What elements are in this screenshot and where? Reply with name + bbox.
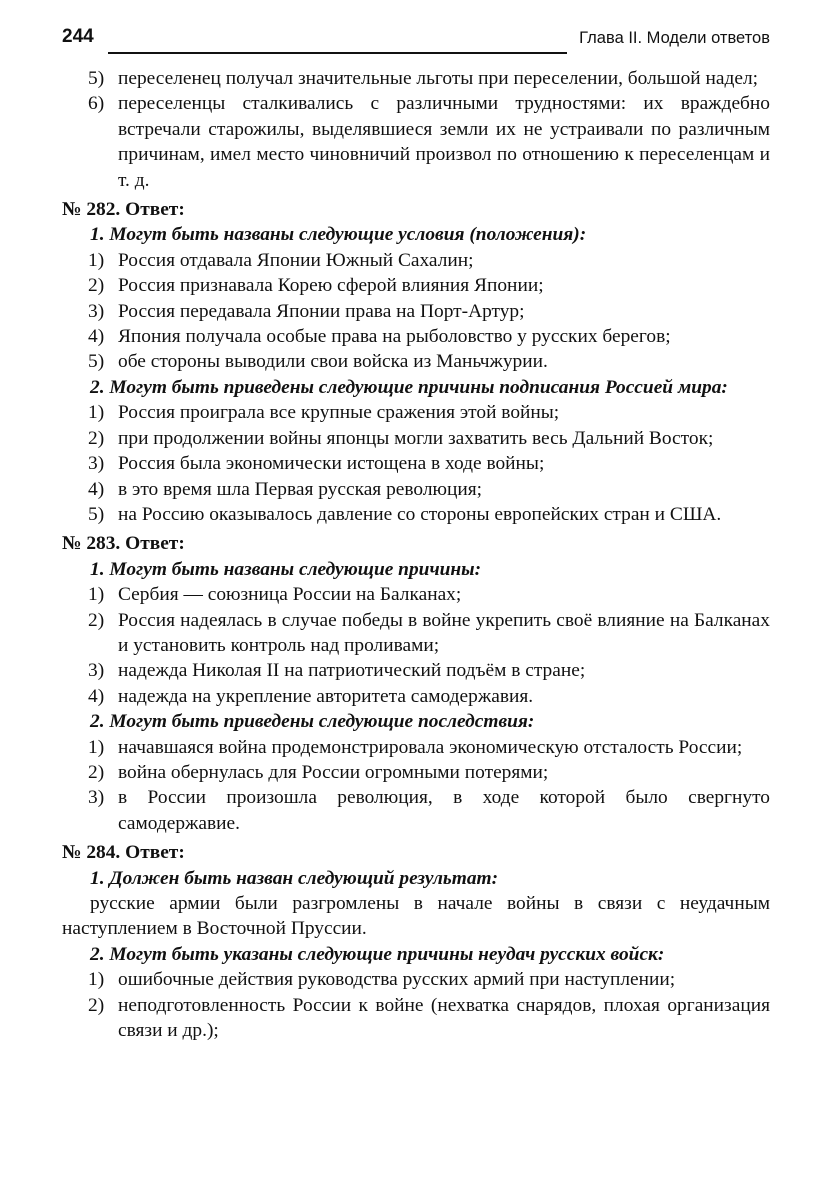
item-number: 2): [88, 275, 105, 297]
list-item: [62, 400, 770, 425]
list-item: [62, 502, 770, 527]
item-text: в это время шла Первая русская революция;: [118, 478, 483, 500]
item-number: 4): [88, 478, 105, 500]
item-text: Россия проиграла все крупные сражения этой войны;: [118, 402, 560, 424]
item-text: переселенец получал значительные льготы при переселении, большой надел;: [118, 68, 759, 89]
item-number: 1): [88, 969, 105, 991]
header-rule: [108, 52, 567, 54]
item-text: ошибочные действия руководства русских армий при наступлении;: [118, 969, 676, 991]
answer-subheading: 2. Могут быть приведены следующие причины подписания Россией мира:: [90, 376, 728, 398]
answer-heading-283: № 283. Ответ:: [62, 533, 185, 555]
list-item: [62, 426, 770, 451]
list-item: [62, 91, 770, 193]
item-number: 4): [88, 685, 105, 707]
item-text: Россия передавала Японии права на Порт-Артур;: [118, 300, 525, 322]
list-item: [62, 684, 770, 709]
item-text: при продолжении войны японцы могли захватить весь Дальний Восток;: [118, 427, 714, 449]
item-number: 2): [88, 609, 105, 631]
item-text: надежда Николая II на патриотический подъём в стране;: [118, 660, 586, 682]
answer-subheading: 1. Могут быть названы следующие условия (положения):: [90, 224, 587, 246]
answer-heading-282: № 282. Ответ:: [62, 199, 185, 221]
list-item: [62, 66, 770, 91]
item-text: начавшаяся война продемонстрировала экономическую отсталость России;: [118, 736, 743, 758]
item-text: Россия признавала Корею сферой влияния Японии;: [118, 275, 544, 297]
list-item: [62, 785, 770, 836]
item-number: 1): [88, 736, 105, 758]
list-item: [62, 273, 770, 298]
list-item: [62, 993, 770, 1044]
list-item: [62, 248, 770, 273]
item-text: в России произошла революция, в ходе которой было свергнуто самодержавие.: [118, 787, 770, 834]
answer-heading-284: № 284. Ответ:: [62, 842, 185, 864]
item-number: 5): [88, 351, 105, 373]
running-header: [62, 22, 770, 52]
item-number: 6): [88, 93, 105, 115]
item-text: обе стороны выводили свои войска из Маньчжурии.: [118, 351, 548, 373]
chapter-title: Глава II. Модели ответов: [579, 29, 770, 47]
item-number: 3): [88, 660, 105, 682]
list-item: [62, 451, 770, 476]
item-number: 2): [88, 994, 105, 1016]
item-number: 3): [88, 787, 105, 809]
answer-paragraph: русские армии были разгромлены в начале войны в связи с неудачным наступлением в Восточной Пруссии.: [62, 893, 770, 940]
list-item: [62, 760, 770, 785]
answer-subheading: 2. Могут быть указаны следующие причины неудач русских войск:: [90, 943, 665, 965]
book-page: [62, 22, 770, 1043]
item-text: Россия отдавала Японии Южный Сахалин;: [118, 249, 474, 271]
item-number: 1): [88, 402, 105, 424]
list-item: [62, 477, 770, 502]
list-item: [62, 967, 770, 992]
page-number: 244: [62, 26, 94, 47]
item-number: 1): [88, 249, 105, 271]
list-item: [62, 608, 770, 659]
item-text: Россия надеялась в случае победы в войне укрепить своё влияние на Балканах и установить контроль над проливами;: [118, 609, 770, 656]
list-item: [62, 349, 770, 374]
item-text: Россия была экономически истощена в ходе войны;: [118, 453, 545, 475]
page-body: [62, 66, 770, 1043]
item-number: 3): [88, 453, 105, 475]
answer-subheading: 1. Могут быть названы следующие причины:: [90, 558, 482, 580]
answer-subheading: 2. Могут быть приведены следующие последствия:: [90, 711, 535, 733]
item-number: 1): [88, 584, 105, 606]
item-number: 2): [88, 427, 105, 449]
list-item: [62, 324, 770, 349]
list-item: [62, 735, 770, 760]
list-item: [62, 299, 770, 324]
item-number: 2): [88, 761, 105, 783]
item-text: на Россию оказывалось давление со стороны европейских стран и США.: [118, 503, 722, 525]
item-number: 4): [88, 326, 105, 348]
item-text: неподготовленность России к войне (нехватка снарядов, плохая организация связи и др.);: [118, 994, 770, 1042]
answer-subheading: 1. Должен быть назван следующий результат:: [90, 867, 499, 889]
item-text: Сербия — союзница России на Балканах;: [118, 584, 462, 606]
item-text: Япония получала особые права на рыболовство у русских берегов;: [118, 326, 671, 348]
list-item: [62, 582, 770, 607]
item-text: война обернулась для России огромными потерями;: [118, 761, 549, 783]
list-item: [62, 658, 770, 683]
item-text: переселенцы сталкивались с различными трудностями: их враждебно встречали старожилы, выделявшиеся земли их не устраивали по различным причинам, имел место чиновничий произвол по отношению к переселенцам и т. д.: [118, 93, 770, 191]
item-number: 3): [88, 300, 105, 322]
item-text: надежда на укрепление авторитета самодержавия.: [118, 685, 534, 707]
item-number: 5): [88, 68, 105, 89]
item-number: 5): [88, 503, 105, 525]
